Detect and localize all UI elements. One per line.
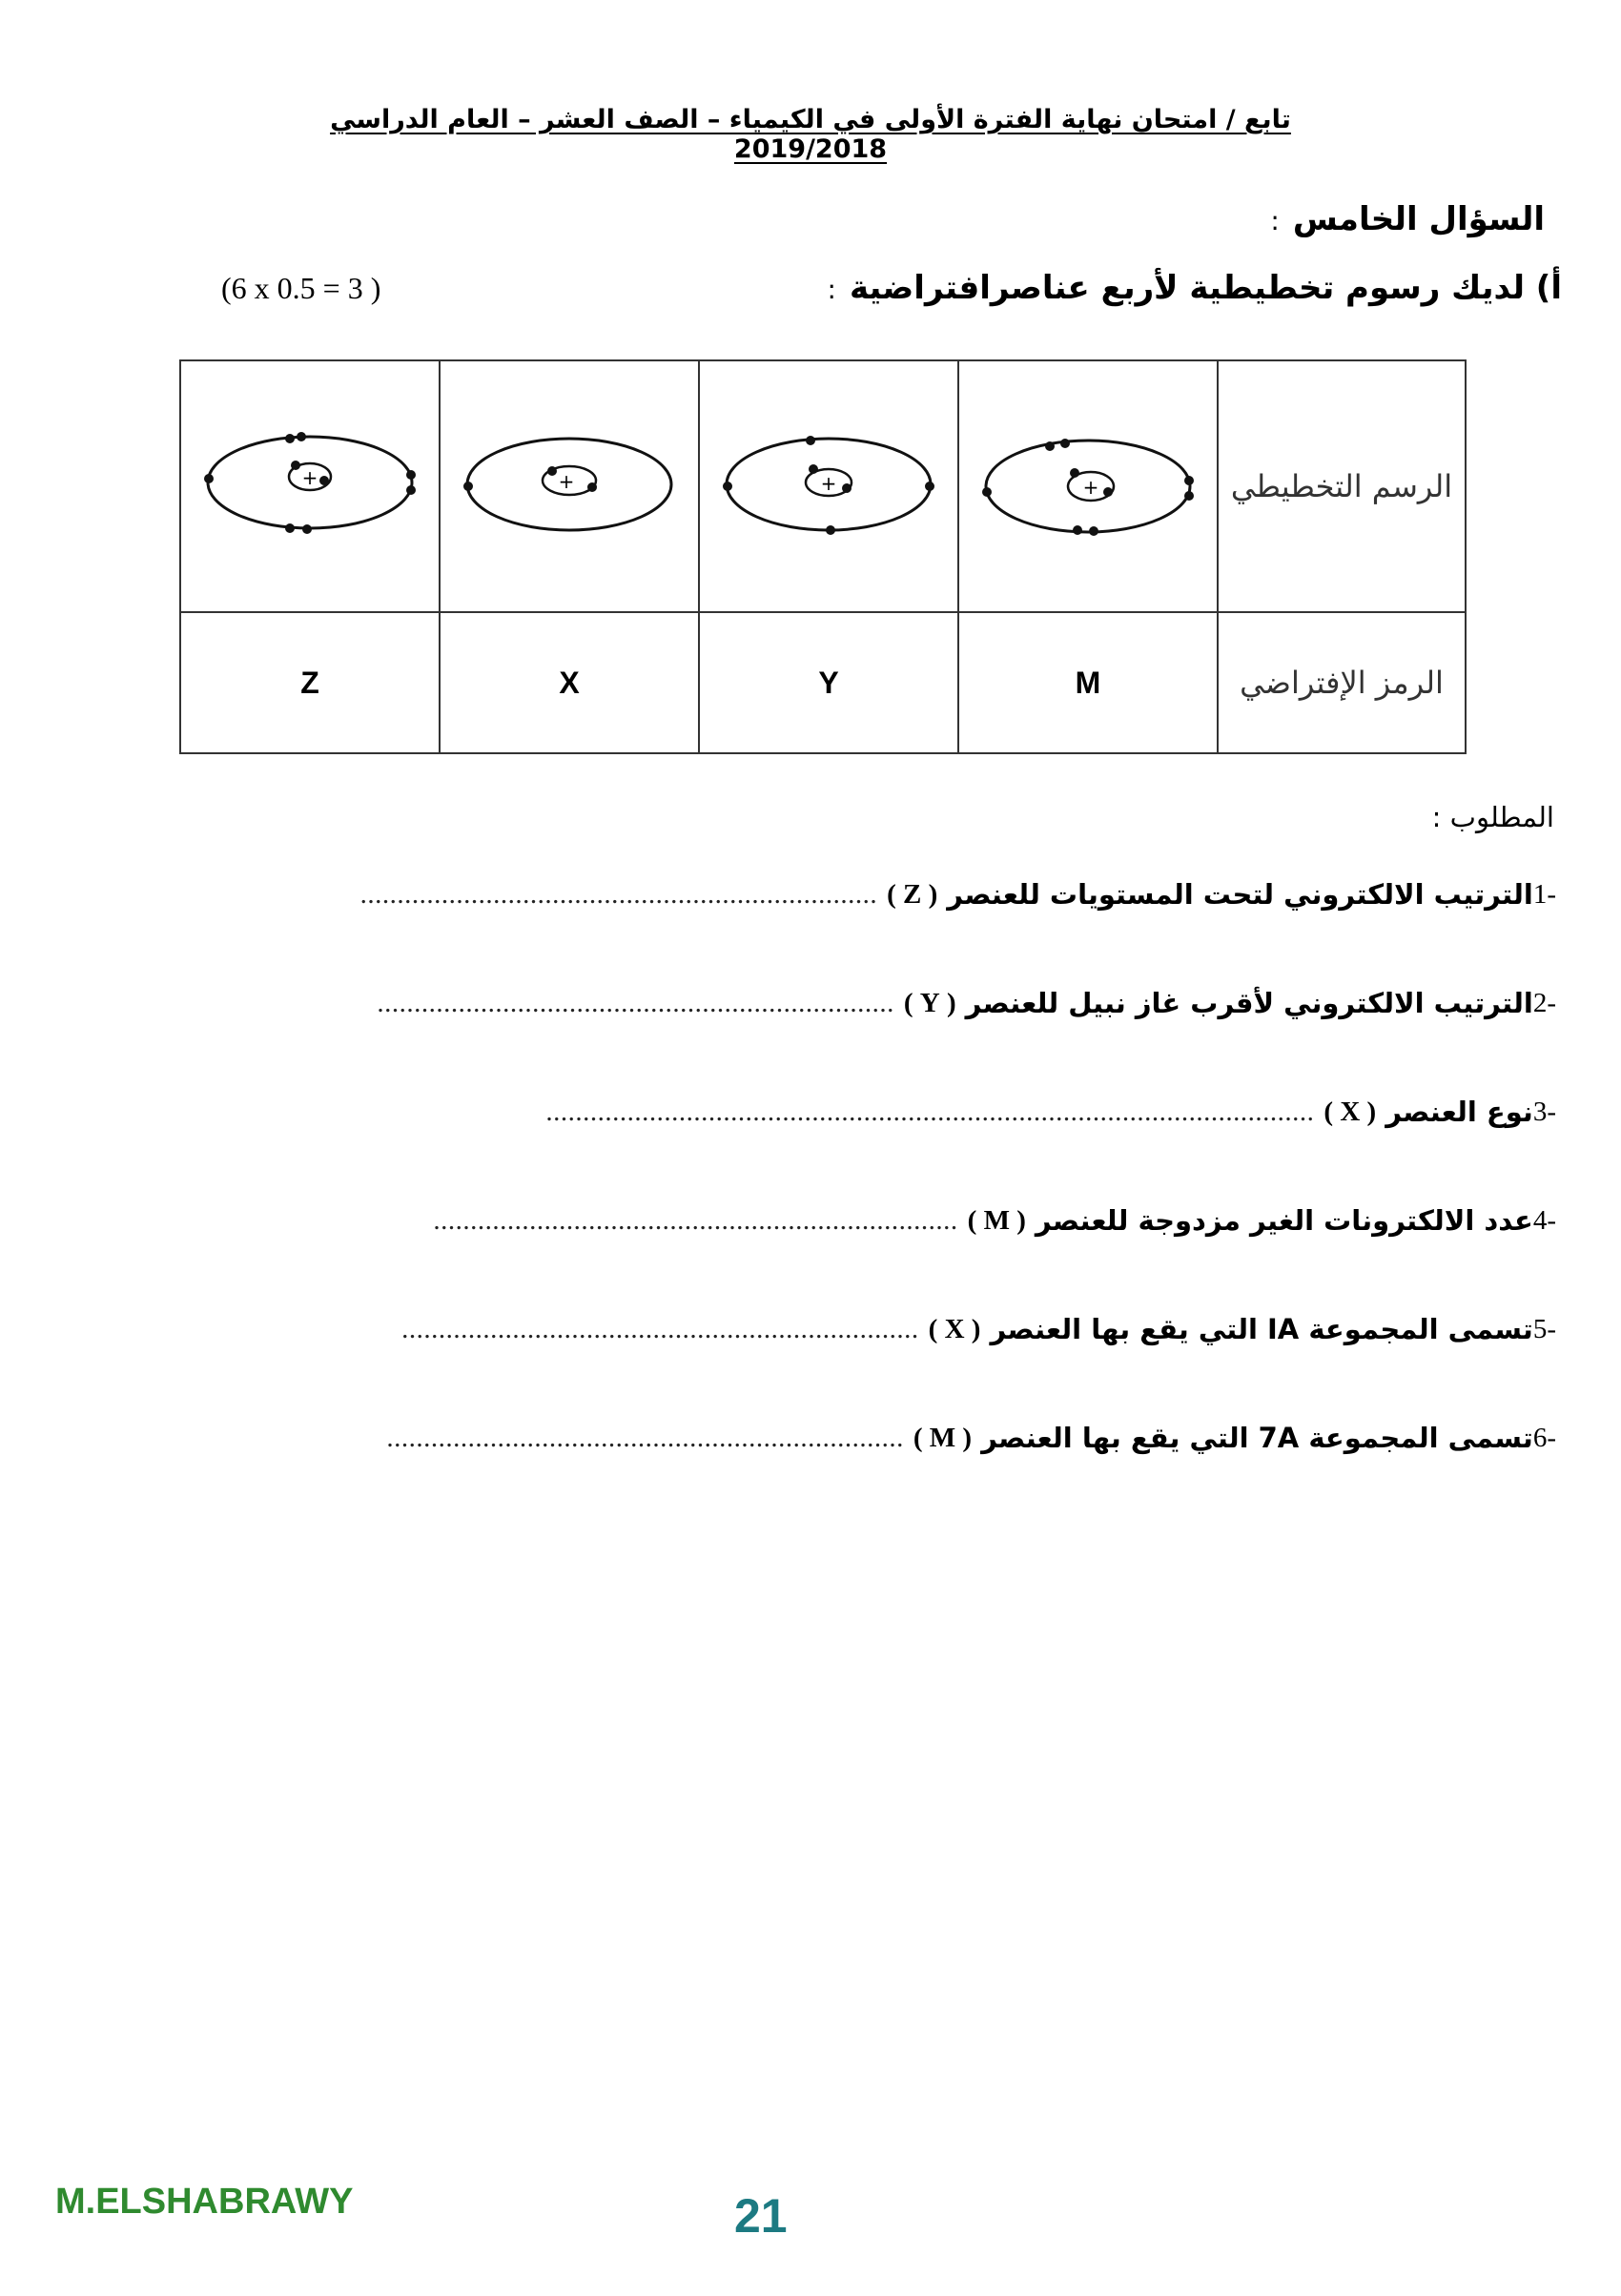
symbol-y: Y xyxy=(699,612,958,753)
list-item xyxy=(360,873,1556,915)
list-item xyxy=(386,1417,1556,1459)
question-title-text: السؤال الخامس xyxy=(1292,200,1545,238)
item-text: عدد الالكترونات الغير مزدوجة للعنصر xyxy=(1035,1204,1533,1237)
symbol-row xyxy=(180,612,1466,753)
item-element: ( X ) xyxy=(928,1313,981,1344)
item-number: -3 xyxy=(1532,1096,1556,1127)
atom-diagram-x xyxy=(440,360,699,612)
item-element: ( X ) xyxy=(1323,1096,1377,1127)
item-element: ( M ) xyxy=(913,1422,973,1453)
item-element: ( M ) xyxy=(967,1204,1026,1236)
page-number: 21 xyxy=(734,2189,788,2243)
atom-diagram-y xyxy=(699,360,958,612)
page-header: تابع / امتحان نهاية الفترة الأولى في الكيمياء – الصف العشر – العام الدراسي 2019/2018 xyxy=(330,105,1291,164)
atoms-table xyxy=(179,359,1467,754)
symbol-z: Z xyxy=(180,612,440,753)
list-item xyxy=(377,982,1556,1024)
row-label-symbol: الرمز الإفتراضي xyxy=(1218,612,1466,753)
atom-x-icon xyxy=(460,418,679,551)
nucleus-sign-y: + xyxy=(820,472,837,495)
author-name: M.ELSHABRAWY xyxy=(55,2182,354,2222)
answer-blank[interactable]: ....................................................................... xyxy=(433,1204,958,1236)
item-element: ( Z ) xyxy=(887,878,938,910)
atom-diagram-z xyxy=(180,360,440,612)
item-text: الترتيب الالكتروني لأقرب غاز نبيل للعنصر xyxy=(965,987,1533,1019)
atom-z-icon xyxy=(200,418,420,551)
score-note: (6 x 0.5 = 3 ) xyxy=(221,271,381,305)
atom-diagram-m xyxy=(958,360,1218,612)
part-a-statement xyxy=(828,269,1563,307)
answer-blank[interactable]: ...................................................................... xyxy=(401,1313,919,1344)
question-title-colon: : xyxy=(1270,205,1280,236)
nucleus-sign-x: + xyxy=(558,470,575,493)
item-text: نوع العنصر xyxy=(1385,1096,1533,1128)
diagram-row xyxy=(180,360,1466,612)
item-number: -5 xyxy=(1532,1313,1556,1344)
part-a-text: أ) لديك رسوم تخطيطية لأربع عناصرافتراضية xyxy=(849,269,1562,307)
row-label-diagram: الرسم التخطيطي xyxy=(1218,360,1466,612)
atom-m-icon xyxy=(978,418,1198,551)
answer-blank[interactable]: ...................................................................... xyxy=(359,878,878,910)
answer-blank[interactable]: ...................................................................... xyxy=(377,987,894,1018)
atom-y-icon xyxy=(719,418,938,551)
item-number: -1 xyxy=(1532,878,1556,910)
item-text: تسمى المجموعة 7A التي يقع بها العنصر xyxy=(981,1422,1533,1454)
answer-blank[interactable]: ...................................................................... xyxy=(386,1422,904,1453)
item-number: -2 xyxy=(1532,987,1556,1018)
symbol-m: M xyxy=(958,612,1218,753)
nucleus-sign-z: + xyxy=(301,466,318,489)
part-a-colon: : xyxy=(827,274,836,305)
list-item xyxy=(401,1308,1556,1350)
item-number: -6 xyxy=(1532,1422,1556,1453)
nucleus-sign-m: + xyxy=(1082,476,1099,499)
symbol-x: X xyxy=(440,612,699,753)
list-item xyxy=(545,1091,1556,1133)
answer-blank[interactable]: ........................................................................................................ xyxy=(545,1096,1315,1127)
item-element: ( Y ) xyxy=(903,987,956,1018)
item-number: -4 xyxy=(1532,1204,1556,1236)
item-text: الترتيب الالكتروني لتحت المستويات للعنصر xyxy=(947,878,1533,911)
required-label: المطلوب : xyxy=(1431,801,1554,833)
item-text: تسمى المجموعة IA التي يقع بها العنصر xyxy=(990,1313,1533,1345)
list-item xyxy=(433,1199,1556,1241)
question-title xyxy=(1270,200,1545,238)
